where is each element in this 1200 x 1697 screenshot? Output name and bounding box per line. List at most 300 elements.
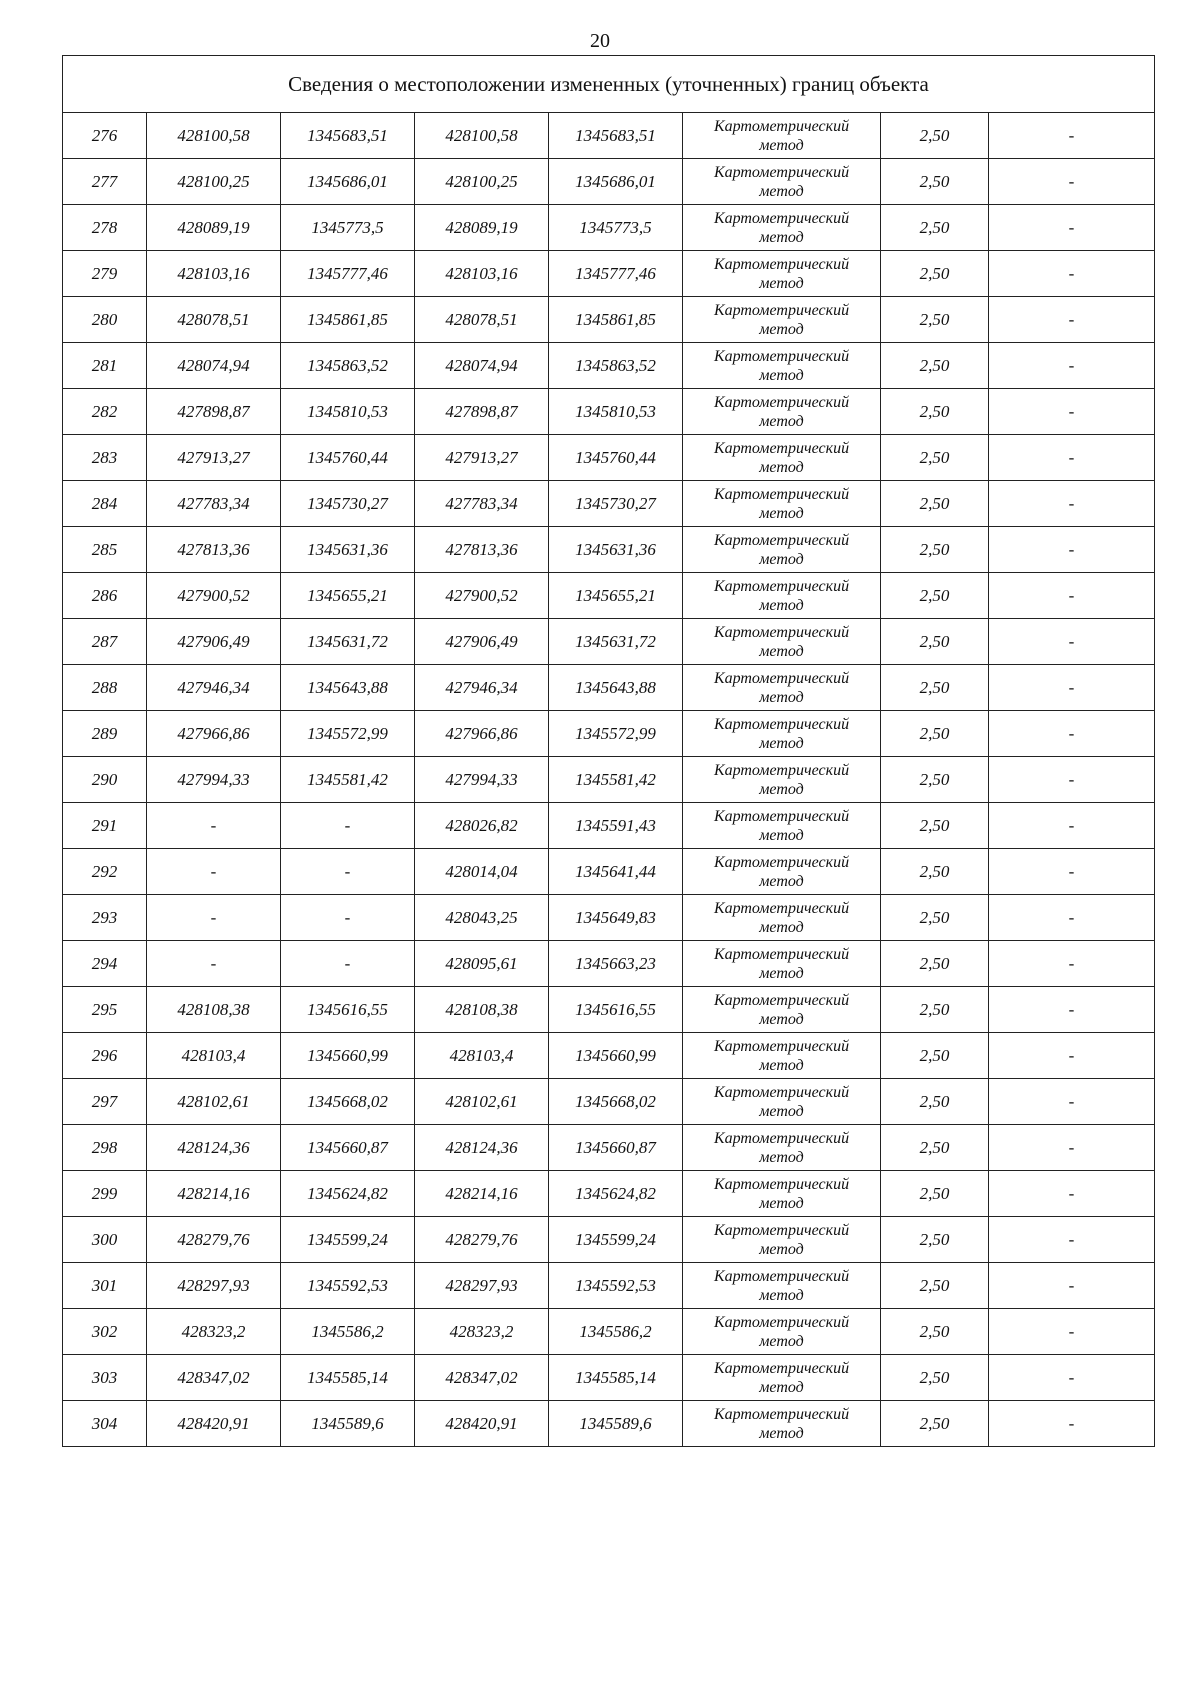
method-line-1: Картометрический bbox=[713, 1175, 850, 1193]
method-line-1: Картометрический bbox=[713, 761, 850, 779]
method-line-2: метод bbox=[759, 550, 804, 568]
note-cell: - bbox=[989, 251, 1155, 297]
method-cell bbox=[683, 711, 881, 757]
method-line-2: метод bbox=[759, 1056, 804, 1074]
method-line-2: метод bbox=[759, 1102, 804, 1120]
table-title: Сведения о местоположении измененных (уточненных) границ объекта bbox=[63, 56, 1155, 113]
method-cell bbox=[683, 1033, 881, 1079]
accuracy-cell: 2,50 bbox=[881, 619, 989, 665]
refined-x-cell: 428103,16 bbox=[415, 251, 549, 297]
method-cell bbox=[683, 297, 881, 343]
refined-y-cell: 1345631,72 bbox=[549, 619, 683, 665]
method-cell bbox=[683, 1171, 881, 1217]
existing-x-cell: 428323,2 bbox=[147, 1309, 281, 1355]
accuracy-cell: 2,50 bbox=[881, 665, 989, 711]
existing-y-cell: 1345589,6 bbox=[281, 1401, 415, 1447]
existing-x-cell: 427900,52 bbox=[147, 573, 281, 619]
table-row bbox=[63, 205, 1155, 251]
method-line-2: метод bbox=[759, 274, 804, 292]
existing-y-cell: 1345655,21 bbox=[281, 573, 415, 619]
accuracy-cell: 2,50 bbox=[881, 573, 989, 619]
method-line-1: Картометрический bbox=[713, 1037, 850, 1055]
existing-x-cell: 428100,25 bbox=[147, 159, 281, 205]
method-line-1: Картометрический bbox=[713, 1221, 850, 1239]
method-line-2: метод bbox=[759, 1148, 804, 1166]
table-row bbox=[63, 619, 1155, 665]
accuracy-cell: 2,50 bbox=[881, 711, 989, 757]
point-number-cell: 281 bbox=[63, 343, 147, 389]
existing-y-cell: 1345643,88 bbox=[281, 665, 415, 711]
method-cell bbox=[683, 1401, 881, 1447]
existing-y-cell: 1345686,01 bbox=[281, 159, 415, 205]
refined-x-cell: 428089,19 bbox=[415, 205, 549, 251]
existing-x-cell: 427913,27 bbox=[147, 435, 281, 481]
note-cell: - bbox=[989, 1309, 1155, 1355]
table-row bbox=[63, 1217, 1155, 1263]
table-row bbox=[63, 1401, 1155, 1447]
method-line-1: Картометрический bbox=[713, 577, 850, 595]
page-number: 20 bbox=[590, 30, 610, 52]
method-line-1: Картометрический bbox=[713, 669, 850, 687]
point-number-cell: 285 bbox=[63, 527, 147, 573]
refined-x-cell: 428124,36 bbox=[415, 1125, 549, 1171]
note-cell: - bbox=[989, 665, 1155, 711]
method-line-1: Картометрический bbox=[713, 1313, 850, 1331]
table-row bbox=[63, 389, 1155, 435]
note-cell: - bbox=[989, 205, 1155, 251]
method-line-2: метод bbox=[759, 1332, 804, 1350]
method-line-2: метод bbox=[759, 872, 804, 890]
point-number-cell: 303 bbox=[63, 1355, 147, 1401]
method-cell bbox=[683, 987, 881, 1033]
existing-y-cell: 1345773,5 bbox=[281, 205, 415, 251]
refined-x-cell: 428014,04 bbox=[415, 849, 549, 895]
existing-x-cell: 428103,16 bbox=[147, 251, 281, 297]
method-cell bbox=[683, 849, 881, 895]
existing-x-cell: 428103,4 bbox=[147, 1033, 281, 1079]
accuracy-cell: 2,50 bbox=[881, 1033, 989, 1079]
method-line-2: метод bbox=[759, 826, 804, 844]
accuracy-cell: 2,50 bbox=[881, 1263, 989, 1309]
note-cell: - bbox=[989, 389, 1155, 435]
existing-y-cell: 1345668,02 bbox=[281, 1079, 415, 1125]
refined-x-cell: 427966,86 bbox=[415, 711, 549, 757]
method-cell bbox=[683, 527, 881, 573]
method-line-2: метод bbox=[759, 1424, 804, 1442]
note-cell: - bbox=[989, 1079, 1155, 1125]
refined-y-cell: 1345660,99 bbox=[549, 1033, 683, 1079]
table-row bbox=[63, 849, 1155, 895]
point-number-cell: 286 bbox=[63, 573, 147, 619]
accuracy-cell: 2,50 bbox=[881, 435, 989, 481]
refined-x-cell: 427898,87 bbox=[415, 389, 549, 435]
method-line-2: метод bbox=[759, 688, 804, 706]
point-number-cell: 284 bbox=[63, 481, 147, 527]
accuracy-cell: 2,50 bbox=[881, 205, 989, 251]
method-line-2: метод bbox=[759, 504, 804, 522]
refined-x-cell: 427783,34 bbox=[415, 481, 549, 527]
point-number-cell: 295 bbox=[63, 987, 147, 1033]
method-line-2: метод bbox=[759, 596, 804, 614]
point-number-cell: 297 bbox=[63, 1079, 147, 1125]
method-line-2: метод bbox=[759, 366, 804, 384]
point-number-cell: 287 bbox=[63, 619, 147, 665]
note-cell: - bbox=[989, 987, 1155, 1033]
table-row bbox=[63, 803, 1155, 849]
refined-y-cell: 1345641,44 bbox=[549, 849, 683, 895]
method-cell bbox=[683, 573, 881, 619]
refined-y-cell: 1345624,82 bbox=[549, 1171, 683, 1217]
refined-y-cell: 1345631,36 bbox=[549, 527, 683, 573]
accuracy-cell: 2,50 bbox=[881, 1171, 989, 1217]
refined-x-cell: 428100,25 bbox=[415, 159, 549, 205]
existing-x-cell: 427783,34 bbox=[147, 481, 281, 527]
refined-y-cell: 1345773,5 bbox=[549, 205, 683, 251]
method-line-2: метод bbox=[759, 1010, 804, 1028]
existing-y-cell: 1345760,44 bbox=[281, 435, 415, 481]
method-cell bbox=[683, 389, 881, 435]
note-cell: - bbox=[989, 895, 1155, 941]
point-number-cell: 278 bbox=[63, 205, 147, 251]
accuracy-cell: 2,50 bbox=[881, 159, 989, 205]
existing-x-cell: 428214,16 bbox=[147, 1171, 281, 1217]
table-row bbox=[63, 1263, 1155, 1309]
method-line-1: Картометрический bbox=[713, 255, 850, 273]
existing-y-cell: 1345624,82 bbox=[281, 1171, 415, 1217]
refined-x-cell: 427946,34 bbox=[415, 665, 549, 711]
accuracy-cell: 2,50 bbox=[881, 1125, 989, 1171]
refined-y-cell: 1345643,88 bbox=[549, 665, 683, 711]
method-cell bbox=[683, 895, 881, 941]
point-number-cell: 288 bbox=[63, 665, 147, 711]
point-number-cell: 299 bbox=[63, 1171, 147, 1217]
accuracy-cell: 2,50 bbox=[881, 251, 989, 297]
accuracy-cell: 2,50 bbox=[881, 527, 989, 573]
existing-y-cell: 1345631,72 bbox=[281, 619, 415, 665]
existing-y-cell: 1345660,87 bbox=[281, 1125, 415, 1171]
refined-x-cell: 428078,51 bbox=[415, 297, 549, 343]
method-line-1: Картометрический bbox=[713, 163, 850, 181]
point-number-cell: 283 bbox=[63, 435, 147, 481]
refined-x-cell: 428323,2 bbox=[415, 1309, 549, 1355]
existing-y-cell: - bbox=[281, 849, 415, 895]
existing-x-cell: 427898,87 bbox=[147, 389, 281, 435]
existing-x-cell: 427946,34 bbox=[147, 665, 281, 711]
note-cell: - bbox=[989, 619, 1155, 665]
method-line-1: Картометрический bbox=[713, 1267, 850, 1285]
note-cell: - bbox=[989, 941, 1155, 987]
accuracy-cell: 2,50 bbox=[881, 803, 989, 849]
note-cell: - bbox=[989, 1263, 1155, 1309]
refined-x-cell: 428103,4 bbox=[415, 1033, 549, 1079]
method-line-1: Картометрический bbox=[713, 439, 850, 457]
method-cell bbox=[683, 159, 881, 205]
point-number-cell: 301 bbox=[63, 1263, 147, 1309]
refined-x-cell: 427994,33 bbox=[415, 757, 549, 803]
refined-y-cell: 1345668,02 bbox=[549, 1079, 683, 1125]
method-line-1: Картометрический bbox=[713, 485, 850, 503]
existing-x-cell: 428100,58 bbox=[147, 113, 281, 159]
refined-x-cell: 428347,02 bbox=[415, 1355, 549, 1401]
refined-y-cell: 1345616,55 bbox=[549, 987, 683, 1033]
existing-y-cell: 1345730,27 bbox=[281, 481, 415, 527]
existing-y-cell: - bbox=[281, 941, 415, 987]
point-number-cell: 291 bbox=[63, 803, 147, 849]
table-row bbox=[63, 1309, 1155, 1355]
table-row bbox=[63, 113, 1155, 159]
method-line-1: Картометрический bbox=[713, 623, 850, 641]
refined-y-cell: 1345861,85 bbox=[549, 297, 683, 343]
method-cell bbox=[683, 619, 881, 665]
accuracy-cell: 2,50 bbox=[881, 941, 989, 987]
table-row bbox=[63, 987, 1155, 1033]
existing-y-cell: 1345861,85 bbox=[281, 297, 415, 343]
refined-x-cell: 428279,76 bbox=[415, 1217, 549, 1263]
method-cell bbox=[683, 205, 881, 251]
refined-x-cell: 428108,38 bbox=[415, 987, 549, 1033]
existing-x-cell: 427966,86 bbox=[147, 711, 281, 757]
table-row bbox=[63, 297, 1155, 343]
refined-y-cell: 1345863,52 bbox=[549, 343, 683, 389]
accuracy-cell: 2,50 bbox=[881, 987, 989, 1033]
table-row bbox=[63, 1355, 1155, 1401]
refined-y-cell: 1345572,99 bbox=[549, 711, 683, 757]
method-line-2: метод bbox=[759, 136, 804, 154]
existing-y-cell: - bbox=[281, 803, 415, 849]
method-cell bbox=[683, 435, 881, 481]
point-number-cell: 304 bbox=[63, 1401, 147, 1447]
point-number-cell: 280 bbox=[63, 297, 147, 343]
accuracy-cell: 2,50 bbox=[881, 895, 989, 941]
table-row bbox=[63, 435, 1155, 481]
note-cell: - bbox=[989, 1033, 1155, 1079]
point-number-cell: 276 bbox=[63, 113, 147, 159]
note-cell: - bbox=[989, 1125, 1155, 1171]
method-line-1: Картометрический bbox=[713, 807, 850, 825]
note-cell: - bbox=[989, 159, 1155, 205]
existing-x-cell: 428102,61 bbox=[147, 1079, 281, 1125]
point-number-cell: 302 bbox=[63, 1309, 147, 1355]
accuracy-cell: 2,50 bbox=[881, 343, 989, 389]
existing-x-cell: 428347,02 bbox=[147, 1355, 281, 1401]
refined-x-cell: 427900,52 bbox=[415, 573, 549, 619]
refined-x-cell: 427913,27 bbox=[415, 435, 549, 481]
existing-y-cell: 1345592,53 bbox=[281, 1263, 415, 1309]
refined-y-cell: 1345810,53 bbox=[549, 389, 683, 435]
existing-x-cell: 428279,76 bbox=[147, 1217, 281, 1263]
table-row bbox=[63, 941, 1155, 987]
existing-y-cell: 1345863,52 bbox=[281, 343, 415, 389]
method-line-1: Картометрический bbox=[713, 117, 850, 135]
method-line-2: метод bbox=[759, 458, 804, 476]
method-line-2: метод bbox=[759, 1240, 804, 1258]
accuracy-cell: 2,50 bbox=[881, 297, 989, 343]
refined-y-cell: 1345585,14 bbox=[549, 1355, 683, 1401]
accuracy-cell: 2,50 bbox=[881, 1217, 989, 1263]
note-cell: - bbox=[989, 481, 1155, 527]
method-cell bbox=[683, 1125, 881, 1171]
point-number-cell: 293 bbox=[63, 895, 147, 941]
existing-x-cell: 428074,94 bbox=[147, 343, 281, 389]
method-line-2: метод bbox=[759, 780, 804, 798]
note-cell: - bbox=[989, 297, 1155, 343]
method-cell bbox=[683, 1263, 881, 1309]
refined-y-cell: 1345760,44 bbox=[549, 435, 683, 481]
refined-y-cell: 1345777,46 bbox=[549, 251, 683, 297]
refined-y-cell: 1345586,2 bbox=[549, 1309, 683, 1355]
method-line-1: Картометрический bbox=[713, 715, 850, 733]
refined-y-cell: 1345663,23 bbox=[549, 941, 683, 987]
method-line-2: метод bbox=[759, 734, 804, 752]
table-row bbox=[63, 665, 1155, 711]
note-cell: - bbox=[989, 803, 1155, 849]
existing-x-cell: - bbox=[147, 849, 281, 895]
table-row bbox=[63, 757, 1155, 803]
accuracy-cell: 2,50 bbox=[881, 389, 989, 435]
method-line-2: метод bbox=[759, 228, 804, 246]
existing-x-cell: 428108,38 bbox=[147, 987, 281, 1033]
refined-y-cell: 1345599,24 bbox=[549, 1217, 683, 1263]
existing-y-cell: 1345585,14 bbox=[281, 1355, 415, 1401]
method-cell bbox=[683, 251, 881, 297]
table-row bbox=[63, 1079, 1155, 1125]
table-row bbox=[63, 251, 1155, 297]
existing-x-cell: - bbox=[147, 941, 281, 987]
refined-y-cell: 1345730,27 bbox=[549, 481, 683, 527]
existing-x-cell: - bbox=[147, 803, 281, 849]
table-row bbox=[63, 159, 1155, 205]
point-number-cell: 282 bbox=[63, 389, 147, 435]
point-number-cell: 277 bbox=[63, 159, 147, 205]
refined-x-cell: 428214,16 bbox=[415, 1171, 549, 1217]
note-cell: - bbox=[989, 435, 1155, 481]
point-number-cell: 279 bbox=[63, 251, 147, 297]
existing-y-cell: 1345572,99 bbox=[281, 711, 415, 757]
note-cell: - bbox=[989, 757, 1155, 803]
table-row bbox=[63, 527, 1155, 573]
refined-x-cell: 428043,25 bbox=[415, 895, 549, 941]
existing-y-cell: 1345631,36 bbox=[281, 527, 415, 573]
existing-x-cell: 427813,36 bbox=[147, 527, 281, 573]
method-line-2: метод bbox=[759, 642, 804, 660]
method-cell bbox=[683, 1309, 881, 1355]
existing-y-cell: - bbox=[281, 895, 415, 941]
method-line-2: метод bbox=[759, 320, 804, 338]
accuracy-cell: 2,50 bbox=[881, 757, 989, 803]
point-number-cell: 298 bbox=[63, 1125, 147, 1171]
method-line-1: Картометрический bbox=[713, 301, 850, 319]
refined-y-cell: 1345589,6 bbox=[549, 1401, 683, 1447]
method-line-1: Картометрический bbox=[713, 945, 850, 963]
existing-y-cell: 1345616,55 bbox=[281, 987, 415, 1033]
accuracy-cell: 2,50 bbox=[881, 1079, 989, 1125]
existing-y-cell: 1345660,99 bbox=[281, 1033, 415, 1079]
refined-y-cell: 1345660,87 bbox=[549, 1125, 683, 1171]
note-cell: - bbox=[989, 849, 1155, 895]
refined-x-cell: 427906,49 bbox=[415, 619, 549, 665]
method-line-1: Картометрический bbox=[713, 393, 850, 411]
table-row bbox=[63, 895, 1155, 941]
existing-x-cell: 427906,49 bbox=[147, 619, 281, 665]
refined-y-cell: 1345591,43 bbox=[549, 803, 683, 849]
existing-y-cell: 1345599,24 bbox=[281, 1217, 415, 1263]
refined-x-cell: 428095,61 bbox=[415, 941, 549, 987]
point-number-cell: 300 bbox=[63, 1217, 147, 1263]
table-row bbox=[63, 711, 1155, 757]
method-cell bbox=[683, 113, 881, 159]
note-cell: - bbox=[989, 1401, 1155, 1447]
refined-y-cell: 1345686,01 bbox=[549, 159, 683, 205]
method-cell bbox=[683, 481, 881, 527]
method-line-2: метод bbox=[759, 1378, 804, 1396]
table-row bbox=[63, 573, 1155, 619]
point-number-cell: 289 bbox=[63, 711, 147, 757]
method-cell bbox=[683, 803, 881, 849]
method-line-1: Картометрический bbox=[713, 347, 850, 365]
existing-x-cell: 428078,51 bbox=[147, 297, 281, 343]
refined-x-cell: 427813,36 bbox=[415, 527, 549, 573]
table-row bbox=[63, 1171, 1155, 1217]
refined-x-cell: 428420,91 bbox=[415, 1401, 549, 1447]
method-line-1: Картометрический bbox=[713, 1359, 850, 1377]
refined-x-cell: 428102,61 bbox=[415, 1079, 549, 1125]
refined-y-cell: 1345655,21 bbox=[549, 573, 683, 619]
accuracy-cell: 2,50 bbox=[881, 1355, 989, 1401]
method-cell bbox=[683, 1217, 881, 1263]
method-line-2: метод bbox=[759, 182, 804, 200]
refined-y-cell: 1345683,51 bbox=[549, 113, 683, 159]
note-cell: - bbox=[989, 711, 1155, 757]
method-line-2: метод bbox=[759, 964, 804, 982]
existing-x-cell: - bbox=[147, 895, 281, 941]
method-line-2: метод bbox=[759, 1194, 804, 1212]
accuracy-cell: 2,50 bbox=[881, 849, 989, 895]
note-cell: - bbox=[989, 1171, 1155, 1217]
method-line-1: Картометрический bbox=[713, 853, 850, 871]
refined-x-cell: 428100,58 bbox=[415, 113, 549, 159]
table-title-row bbox=[63, 56, 1155, 113]
method-cell bbox=[683, 757, 881, 803]
table-row bbox=[63, 1033, 1155, 1079]
existing-y-cell: 1345777,46 bbox=[281, 251, 415, 297]
method-cell bbox=[683, 1355, 881, 1401]
accuracy-cell: 2,50 bbox=[881, 113, 989, 159]
method-line-1: Картометрический bbox=[713, 991, 850, 1009]
refined-y-cell: 1345581,42 bbox=[549, 757, 683, 803]
refined-y-cell: 1345649,83 bbox=[549, 895, 683, 941]
method-cell bbox=[683, 941, 881, 987]
note-cell: - bbox=[989, 343, 1155, 389]
existing-x-cell: 428124,36 bbox=[147, 1125, 281, 1171]
point-number-cell: 292 bbox=[63, 849, 147, 895]
note-cell: - bbox=[989, 113, 1155, 159]
note-cell: - bbox=[989, 1217, 1155, 1263]
method-line-1: Картометрический bbox=[713, 531, 850, 549]
accuracy-cell: 2,50 bbox=[881, 1401, 989, 1447]
existing-y-cell: 1345586,2 bbox=[281, 1309, 415, 1355]
refined-x-cell: 428074,94 bbox=[415, 343, 549, 389]
point-number-cell: 290 bbox=[63, 757, 147, 803]
method-line-1: Картометрический bbox=[713, 1083, 850, 1101]
method-line-2: метод bbox=[759, 412, 804, 430]
method-line-1: Картометрический bbox=[713, 209, 850, 227]
existing-y-cell: 1345810,53 bbox=[281, 389, 415, 435]
table-row bbox=[63, 1125, 1155, 1171]
note-cell: - bbox=[989, 1355, 1155, 1401]
existing-x-cell: 428297,93 bbox=[147, 1263, 281, 1309]
existing-x-cell: 428089,19 bbox=[147, 205, 281, 251]
method-line-2: метод bbox=[759, 1286, 804, 1304]
